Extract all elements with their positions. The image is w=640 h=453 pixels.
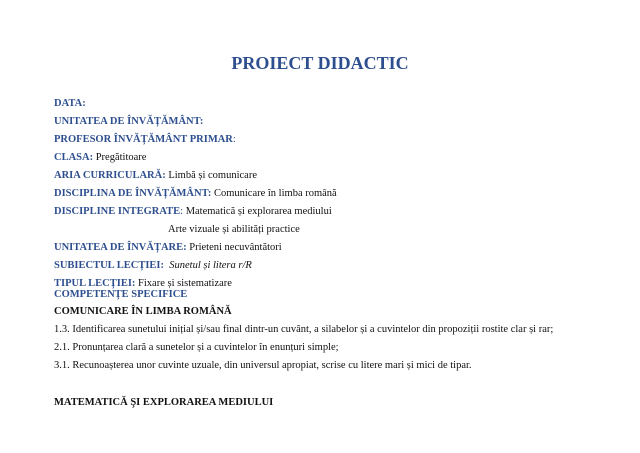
- section-heading: MATEMATICĂ ŞI EXPLORAREA MEDIULUI: [54, 397, 274, 408]
- competenta-item: 1.3. Identificarea sunetului inițial și/sau final dintr-un cuvânt, a silabelor și a cuvintelor din propoziții rostite clar și rar;: [54, 324, 554, 335]
- field-label: UNITATEA DE ÎNVĂȚARE:: [54, 242, 187, 253]
- field-value: Matematică și explorarea mediului: [183, 206, 332, 217]
- document-title: PROIECT DIDACTIC: [231, 53, 409, 73]
- field-label: SUBIECTUL LECȚIEI:: [54, 260, 164, 271]
- field-label: TIPUL LECȚIEI:: [54, 278, 136, 289]
- field-value: Comunicare în limba română: [211, 188, 337, 199]
- field-tipul: [54, 278, 232, 289]
- field-unitatea: [54, 116, 203, 127]
- field-sep: :: [180, 206, 184, 217]
- competenta-item: 2.1. Pronunțarea clară a sunetelor și a cuvintelor în enunțuri simple;: [54, 342, 339, 353]
- field-label: ARIA CURRICULARĂ:: [54, 170, 166, 181]
- field-label: DISCIPLINA DE ÎNVĂȚĂMÂNT:: [54, 188, 212, 199]
- field-value: Fixare și sistematizare: [135, 278, 232, 289]
- field-value: Sunetul și litera r/R: [164, 260, 252, 271]
- competente-subheading: COMUNICARE ÎN LIMBA ROMÂNĂ: [54, 306, 232, 317]
- field-value: Pregătitoare: [93, 152, 147, 163]
- field-value-2: Arte vizuale și abilități practice: [168, 224, 300, 235]
- field-discipline-integrate: [54, 206, 332, 217]
- field-profesor: [54, 134, 236, 145]
- field-disciplina: [54, 188, 337, 199]
- field-label: PROFESOR ÎNVĂȚĂMÂNT PRIMAR: [54, 134, 233, 145]
- field-label: DISCIPLINE INTEGRATE: [54, 206, 181, 217]
- field-label: CLASA:: [54, 152, 94, 163]
- field-label: DATA:: [54, 98, 86, 109]
- competenta-item: 3.1. Recunoașterea unor cuvinte uzuale, din universul apropiat, scrise cu litere mari și mici de tipar.: [54, 360, 472, 371]
- field-value: Limbă și comunicare: [165, 170, 257, 181]
- field-data: [54, 98, 86, 109]
- field-clasa: [54, 152, 146, 163]
- field-sep: :: [232, 134, 236, 145]
- field-value: Prieteni necuvântători: [186, 242, 282, 253]
- field-label: UNITATEA DE ÎNVĂȚĂMÂNT:: [54, 116, 204, 127]
- field-subiectul: [54, 260, 252, 271]
- field-aria: [54, 170, 257, 181]
- competente-heading: COMPETENȚE SPECIFICE: [54, 289, 188, 300]
- field-unitatea-invatare: [54, 242, 282, 253]
